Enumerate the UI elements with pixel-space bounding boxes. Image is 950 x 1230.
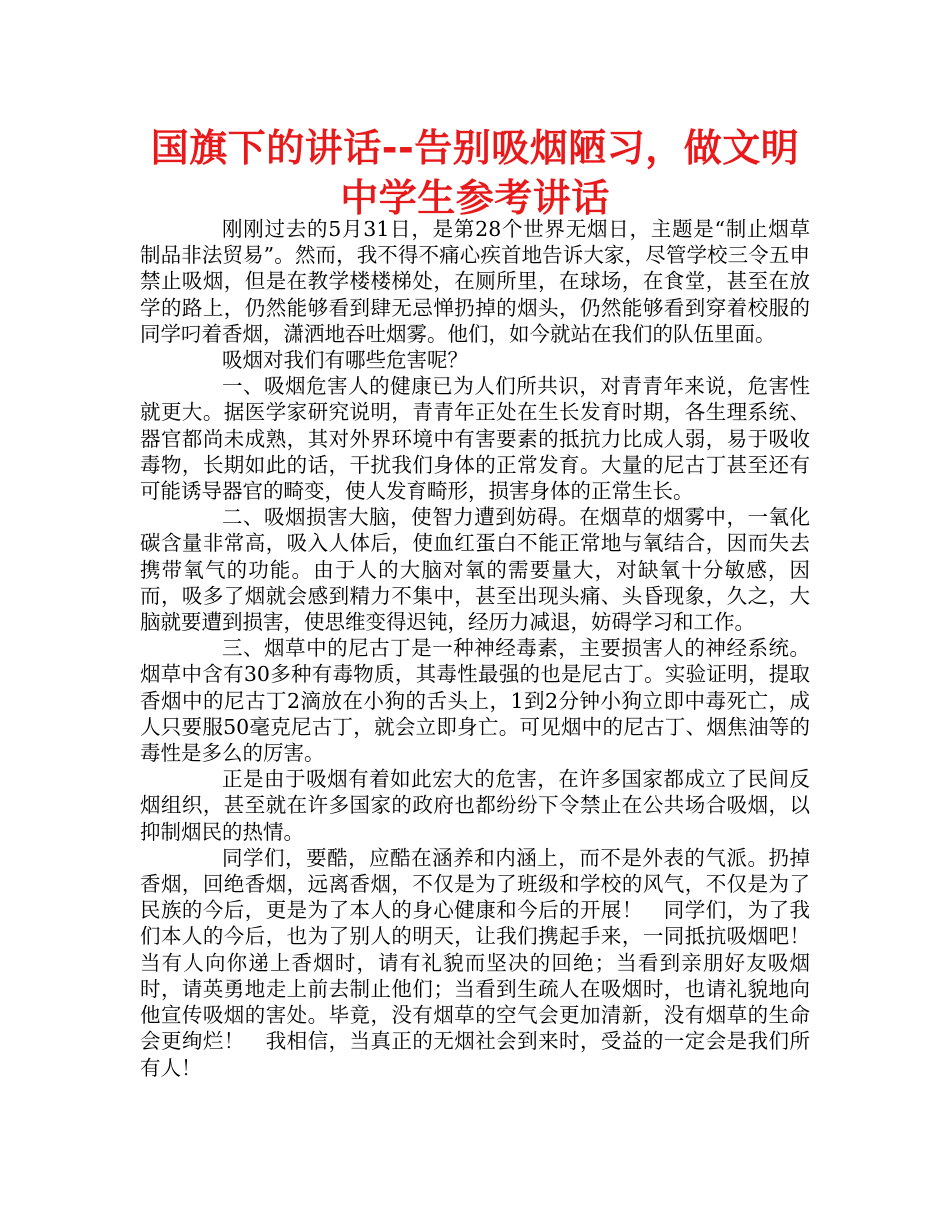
document-title: 国旗下的讲话--告别吸烟陋习，做文明中学生参考讲话 (150, 126, 800, 220)
paragraph-harm-brain: 二、吸烟损害大脑，使智力遭到妨碍。在烟草的烟雾中，一氧化碳含量非常高，吸入人体后，使血红蛋白不能正常地与氧结合，因而失去携带氧气的功能。由于人的大脑对氧的需要量大，对缺氧十分敏感，因而，吸多了烟就会感到精力不集中，甚至出现头痛、头昏现象，久之，大脑就要遭到损害，使思维变得迟钝，经历力减退，妨碍学习和工作。 (140, 505, 810, 635)
paragraph-intro: 刚刚过去的5月31日，是第28个世界无烟日，主题是“制止烟草制品非法贸易”。然而，我不得不痛心疾首地告诉大家，尽管学校三令五申禁止吸烟，但是在教学楼楼梯处，在厕所里，在球场，在食堂，甚至在放学的路上，仍然能够看到肆无忌惮扔掉的烟头，仍然能够看到穿着校服的同学叼着香烟，潇洒地吞吐烟雾。他们，如今就站在我们的队伍里面。 (140, 217, 810, 346)
paragraph-harm-health: 一、吸烟危害人的健康已为人们所共识，对青青年来说，危害性就更大。据医学家研究说明，青青年正处在生长发育时期，各生理系统、器官都尚未成熟，其对外界环境中有害要素的抵抗力比成人弱，易于吸收毒物，长期如此的话，干扰我们身体的正常发育。大量的尼古丁甚至还有可能诱导器官的畸变，使人发育畸形，损害身体的正常生长。 (140, 374, 810, 504)
paragraph-harm-nicotine: 三、烟草中的尼古丁是一种神经毒素，主要损害人的神经系统。烟草中含有30多种有毒物质，其毒性最强的也是尼古丁。实验证明，提取香烟中的尼古丁2滴放在小狗的舌头上，1到2分钟小狗立即中毒死亡，成人只要服50毫克尼古丁，就会立即身亡。可见烟中的尼古丁、烟焦油等的毒性是多么的厉害。 (140, 636, 810, 766)
paragraph-question: 吸烟对我们有哪些危害呢？ (222, 348, 468, 373)
paragraph-appeal: 同学们，要酷，应酷在涵养和内涵上，而不是外表的气派。扔掉香烟，回绝香烟，远离香烟，不仅是为了班级和学校的风气，不仅是为了民族的今后，更是为了本人的身心健康和今后的开展！ 同学们，为了我们本人的今后，也为了别人的明天，让我们携起手来，一同抵抗吸烟吧！当有人向你递上香烟时，请有礼貌而坚决的回绝；当看到亲朋好友吸烟时，请英勇地走上前去制止他们；当看到生疏人在吸烟时，也请礼貌地向他宣传吸烟的害处。毕竟，没有烟草的空气会更加清新，没有烟草的生命会更绚烂！ 我相信，当真正的无烟社会到来时，受益的一定会是我们所有人！ (140, 845, 810, 1080)
paragraph-anti-smoking: 正是由于吸烟有着如此宏大的危害，在许多国家都成立了民间反烟组织，甚至就在许多国家的政府也都纷纷下令禁止在公共场合吸烟，以抑制烟民的热情。 (140, 767, 810, 844)
document-body (140, 216, 810, 1081)
